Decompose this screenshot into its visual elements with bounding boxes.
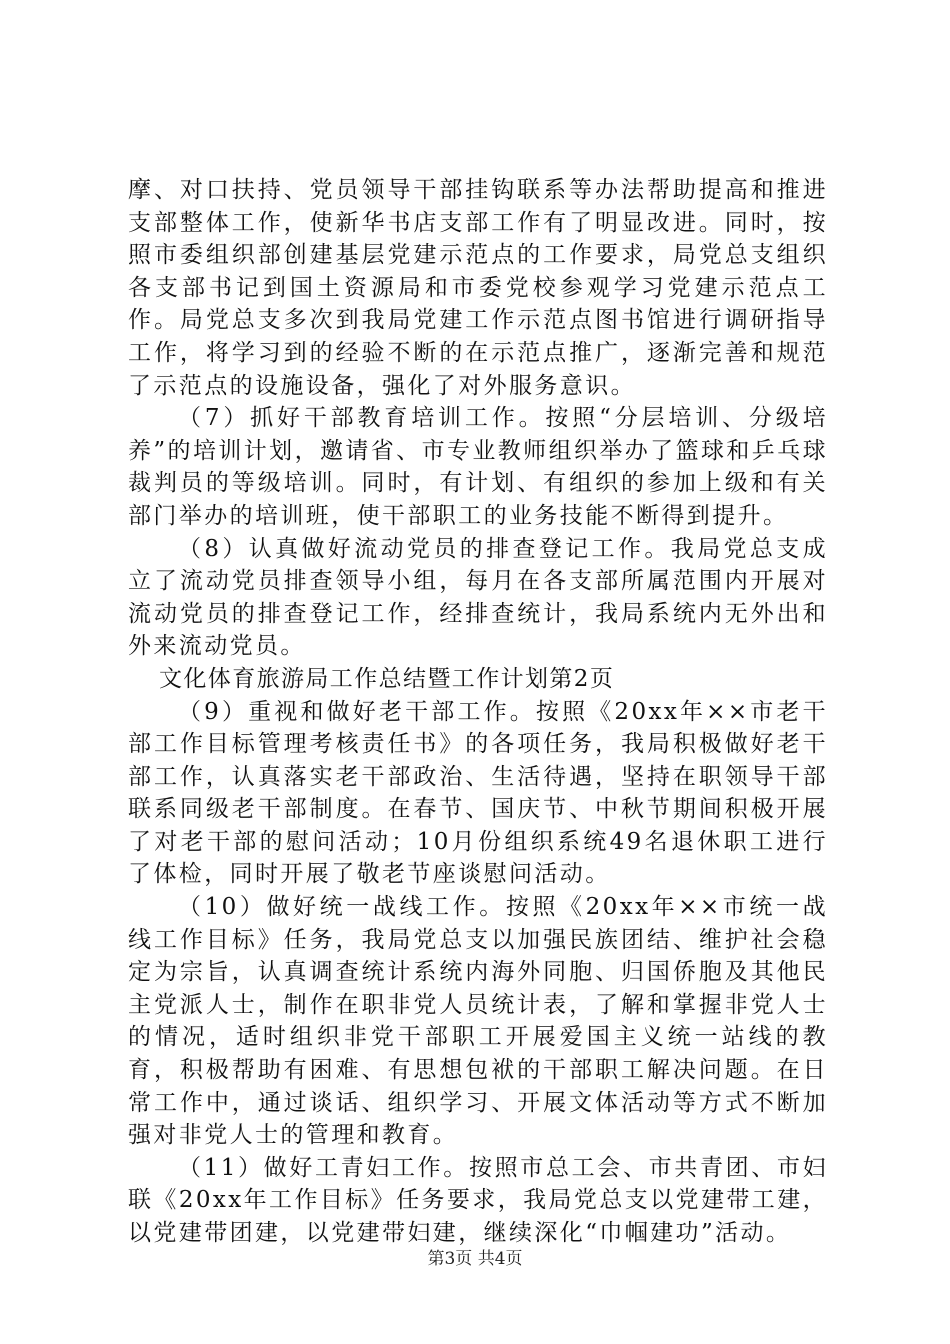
paragraph-item-8: （8）认真做好流动党员的排查登记工作。我局党总支成立了流动党员排查领导小组，每月在各支部所属范围内开展对流动党员的排查登记工作，经排查统计，我局系统内无外出和外来流动党员。 [128, 535, 828, 660]
page-footer: 第3页 共4页 [427, 1249, 523, 1269]
paragraph-continuation: 摩、对口扶持、党员领导干部挂钩联系等办法帮助提高和推进支部整体工作，使新华书店支部工作有了明显改进。同时，按照市委组织部创建基层党建示范点的工作要求，局党总支组织各支部书记到国土资源局和市委党校参观学习党建示范点工作。局党总支多次到我局党建工作示范点图书馆进行调研指导工作，将学习到的经验不断的在示范点推广，逐渐完善和规范了示范点的设施设备，强化了对外服务意识。 [128, 177, 828, 399]
paragraph-item-9: （9）重视和做好老干部工作。按照《20xx年××市老干部工作目标管理考核责任书》的各项任务，我局积极做好老干部工作，认真落实老干部政治、生活待遇，坚持在职领导干部联系同级老干部制度。在春节、国庆节、中秋节期间积极开展了对老干部的慰问活动；10月份组织系统49名退休职工进行了体检，同时开展了敬老节座谈慰问活动。 [128, 698, 828, 888]
page-marker-line: 文化体育旅游局工作总结暨工作计划第2页 [159, 665, 615, 692]
document-body [128, 174, 828, 1250]
paragraph-item-7: （7）抓好干部教育培训工作。按照“分层培训、分级培养”的培训计划，邀请省、市专业教师组织举办了篮球和乒乓球裁判员的等级培训。同时，有计划、有组织的参加上级和有关部门举办的培训班，使干部职工的业务技能不断得到提升。 [128, 405, 828, 529]
paragraph-item-11: （11）做好工青妇工作。按照市总工会、市共青团、市妇联《20xx年工作目标》任务要求，我局党总支以党建带工建，以党建带团建，以党建带妇建，继续深化“巾帼建功”活动。 [128, 1154, 828, 1246]
paragraph-item-10: （10）做好统一战线工作。按照《20xx年××市统一战线工作目标》任务，我局党总支以加强民族团结、维护社会稳定为宗旨，认真调查统计系统内海外同胞、归国侨胞及其他民主党派人士，制作在职非党人员统计表，了解和掌握非党人士的情况，适时组织非党干部职工开展爱国主义统一站线的教育，积极帮助有困难、有思想包袱的干部职工解决问题。在日常工作中，通过谈话、组织学习、开展文体活动等方式不断加强对非党人士的管理和教育。 [128, 894, 828, 1149]
